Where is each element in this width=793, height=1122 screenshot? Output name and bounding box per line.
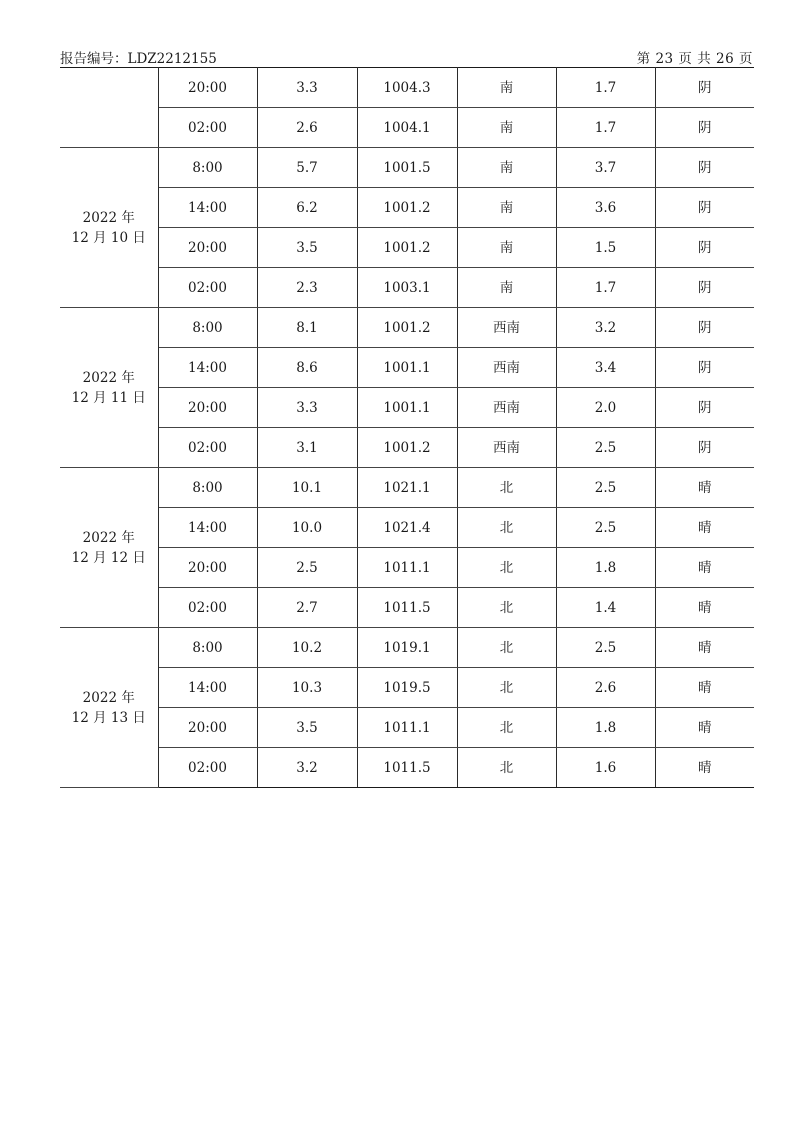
wind-speed-cell: 1.8 bbox=[556, 708, 655, 748]
temperature-cell: 2.5 bbox=[257, 548, 357, 588]
wind-direction-cell: 北 bbox=[457, 708, 556, 748]
time-cell: 14:00 bbox=[158, 348, 257, 388]
page-number: 第 23 页 共 26 页 bbox=[636, 51, 753, 67]
pressure-cell: 1021.1 bbox=[357, 468, 457, 508]
date-cell bbox=[60, 148, 158, 308]
pressure-cell: 1001.5 bbox=[357, 148, 457, 188]
wind-direction-cell: 南 bbox=[457, 68, 556, 108]
weather-cell: 阴 bbox=[655, 68, 754, 108]
pressure-cell: 1019.1 bbox=[357, 628, 457, 668]
temperature-cell: 8.6 bbox=[257, 348, 357, 388]
weather-cell: 阴 bbox=[655, 428, 754, 468]
weather-table-body bbox=[60, 68, 754, 788]
wind-direction-cell: 北 bbox=[457, 628, 556, 668]
wind-direction-cell: 西南 bbox=[457, 428, 556, 468]
pressure-cell: 1001.2 bbox=[357, 228, 457, 268]
date-year: 2022 年 bbox=[82, 529, 135, 546]
wind-speed-cell: 1.7 bbox=[556, 268, 655, 308]
date-cell bbox=[60, 308, 158, 468]
time-cell: 20:00 bbox=[158, 228, 257, 268]
table-row bbox=[60, 748, 754, 788]
temperature-cell: 8.1 bbox=[257, 308, 357, 348]
pressure-cell: 1003.1 bbox=[357, 268, 457, 308]
temperature-cell: 3.1 bbox=[257, 428, 357, 468]
table-row bbox=[60, 308, 754, 348]
table-row bbox=[60, 348, 754, 388]
date-year: 2022 年 bbox=[82, 369, 135, 386]
wind-speed-cell: 2.5 bbox=[556, 628, 655, 668]
wind-speed-cell: 3.4 bbox=[556, 348, 655, 388]
date-month-day: 12 月 10 日 bbox=[71, 229, 146, 246]
temperature-cell: 6.2 bbox=[257, 188, 357, 228]
table-row bbox=[60, 708, 754, 748]
table-row bbox=[60, 508, 754, 548]
time-cell: 8:00 bbox=[158, 308, 257, 348]
wind-direction-cell: 北 bbox=[457, 668, 556, 708]
wind-direction-cell: 南 bbox=[457, 188, 556, 228]
table-row bbox=[60, 548, 754, 588]
date-cell bbox=[60, 628, 158, 788]
table-row bbox=[60, 268, 754, 308]
pressure-cell: 1001.2 bbox=[357, 188, 457, 228]
wind-speed-cell: 3.2 bbox=[556, 308, 655, 348]
temperature-cell: 10.1 bbox=[257, 468, 357, 508]
table-row bbox=[60, 228, 754, 268]
weather-cell: 晴 bbox=[655, 508, 754, 548]
table-row bbox=[60, 108, 754, 148]
temperature-cell: 10.3 bbox=[257, 668, 357, 708]
temperature-cell: 2.7 bbox=[257, 588, 357, 628]
table-row bbox=[60, 628, 754, 668]
pressure-cell: 1011.1 bbox=[357, 708, 457, 748]
weather-cell: 晴 bbox=[655, 748, 754, 788]
table-row bbox=[60, 428, 754, 468]
weather-cell: 晴 bbox=[655, 548, 754, 588]
pressure-cell: 1001.1 bbox=[357, 348, 457, 388]
temperature-cell: 3.5 bbox=[257, 228, 357, 268]
pressure-cell: 1004.1 bbox=[357, 108, 457, 148]
report-number: 报告编号：LDZ2212155 bbox=[60, 51, 217, 67]
page-header bbox=[60, 47, 753, 69]
time-cell: 02:00 bbox=[158, 268, 257, 308]
wind-speed-cell: 3.7 bbox=[556, 148, 655, 188]
table-row bbox=[60, 668, 754, 708]
time-cell: 02:00 bbox=[158, 108, 257, 148]
wind-speed-cell: 1.5 bbox=[556, 228, 655, 268]
date-year: 2022 年 bbox=[82, 689, 135, 706]
wind-direction-cell: 西南 bbox=[457, 348, 556, 388]
weather-cell: 阴 bbox=[655, 228, 754, 268]
time-cell: 14:00 bbox=[158, 668, 257, 708]
table-row bbox=[60, 148, 754, 188]
wind-speed-cell: 2.6 bbox=[556, 668, 655, 708]
wind-direction-cell: 北 bbox=[457, 748, 556, 788]
date-cell bbox=[60, 468, 158, 628]
wind-direction-cell: 北 bbox=[457, 588, 556, 628]
weather-cell: 阴 bbox=[655, 308, 754, 348]
wind-speed-cell: 1.7 bbox=[556, 108, 655, 148]
wind-direction-cell: 北 bbox=[457, 468, 556, 508]
pressure-cell: 1011.5 bbox=[357, 748, 457, 788]
date-month-day: 12 月 13 日 bbox=[71, 709, 146, 726]
time-cell: 20:00 bbox=[158, 548, 257, 588]
time-cell: 8:00 bbox=[158, 628, 257, 668]
temperature-cell: 3.5 bbox=[257, 708, 357, 748]
weather-cell: 阴 bbox=[655, 148, 754, 188]
wind-speed-cell: 2.5 bbox=[556, 428, 655, 468]
pressure-cell: 1021.4 bbox=[357, 508, 457, 548]
pressure-cell: 1019.5 bbox=[357, 668, 457, 708]
wind-direction-cell: 南 bbox=[457, 228, 556, 268]
temperature-cell: 3.3 bbox=[257, 68, 357, 108]
weather-cell: 晴 bbox=[655, 468, 754, 508]
wind-speed-cell: 1.7 bbox=[556, 68, 655, 108]
pressure-cell: 1011.5 bbox=[357, 588, 457, 628]
weather-table bbox=[60, 67, 754, 788]
weather-cell: 阴 bbox=[655, 268, 754, 308]
time-cell: 02:00 bbox=[158, 748, 257, 788]
weather-cell: 晴 bbox=[655, 628, 754, 668]
table-row bbox=[60, 68, 754, 108]
weather-cell: 晴 bbox=[655, 668, 754, 708]
time-cell: 02:00 bbox=[158, 588, 257, 628]
temperature-cell: 2.3 bbox=[257, 268, 357, 308]
temperature-cell: 2.6 bbox=[257, 108, 357, 148]
wind-direction-cell: 西南 bbox=[457, 308, 556, 348]
time-cell: 20:00 bbox=[158, 68, 257, 108]
temperature-cell: 5.7 bbox=[257, 148, 357, 188]
pressure-cell: 1001.2 bbox=[357, 428, 457, 468]
weather-cell: 阴 bbox=[655, 348, 754, 388]
wind-speed-cell: 2.0 bbox=[556, 388, 655, 428]
weather-cell: 阴 bbox=[655, 388, 754, 428]
weather-cell: 晴 bbox=[655, 588, 754, 628]
wind-speed-cell: 2.5 bbox=[556, 468, 655, 508]
temperature-cell: 3.2 bbox=[257, 748, 357, 788]
time-cell: 14:00 bbox=[158, 508, 257, 548]
date-month-day: 12 月 12 日 bbox=[71, 549, 146, 566]
table-row bbox=[60, 388, 754, 428]
wind-speed-cell: 2.5 bbox=[556, 508, 655, 548]
wind-direction-cell: 南 bbox=[457, 108, 556, 148]
wind-speed-cell: 3.6 bbox=[556, 188, 655, 228]
date-year: 2022 年 bbox=[82, 209, 135, 226]
time-cell: 02:00 bbox=[158, 428, 257, 468]
date-month-day: 12 月 11 日 bbox=[71, 389, 146, 406]
time-cell: 8:00 bbox=[158, 148, 257, 188]
weather-cell: 阴 bbox=[655, 188, 754, 228]
time-cell: 20:00 bbox=[158, 388, 257, 428]
time-cell: 20:00 bbox=[158, 708, 257, 748]
wind-direction-cell: 北 bbox=[457, 508, 556, 548]
wind-speed-cell: 1.8 bbox=[556, 548, 655, 588]
pressure-cell: 1001.2 bbox=[357, 308, 457, 348]
date-cell bbox=[60, 68, 158, 148]
table-row bbox=[60, 468, 754, 508]
table-row bbox=[60, 588, 754, 628]
temperature-cell: 10.0 bbox=[257, 508, 357, 548]
wind-direction-cell: 北 bbox=[457, 548, 556, 588]
temperature-cell: 3.3 bbox=[257, 388, 357, 428]
time-cell: 8:00 bbox=[158, 468, 257, 508]
time-cell: 14:00 bbox=[158, 188, 257, 228]
pressure-cell: 1004.3 bbox=[357, 68, 457, 108]
pressure-cell: 1001.1 bbox=[357, 388, 457, 428]
wind-speed-cell: 1.6 bbox=[556, 748, 655, 788]
wind-speed-cell: 1.4 bbox=[556, 588, 655, 628]
weather-cell: 阴 bbox=[655, 108, 754, 148]
temperature-cell: 10.2 bbox=[257, 628, 357, 668]
wind-direction-cell: 西南 bbox=[457, 388, 556, 428]
wind-direction-cell: 南 bbox=[457, 148, 556, 188]
weather-cell: 晴 bbox=[655, 708, 754, 748]
pressure-cell: 1011.1 bbox=[357, 548, 457, 588]
wind-direction-cell: 南 bbox=[457, 268, 556, 308]
table-row bbox=[60, 188, 754, 228]
